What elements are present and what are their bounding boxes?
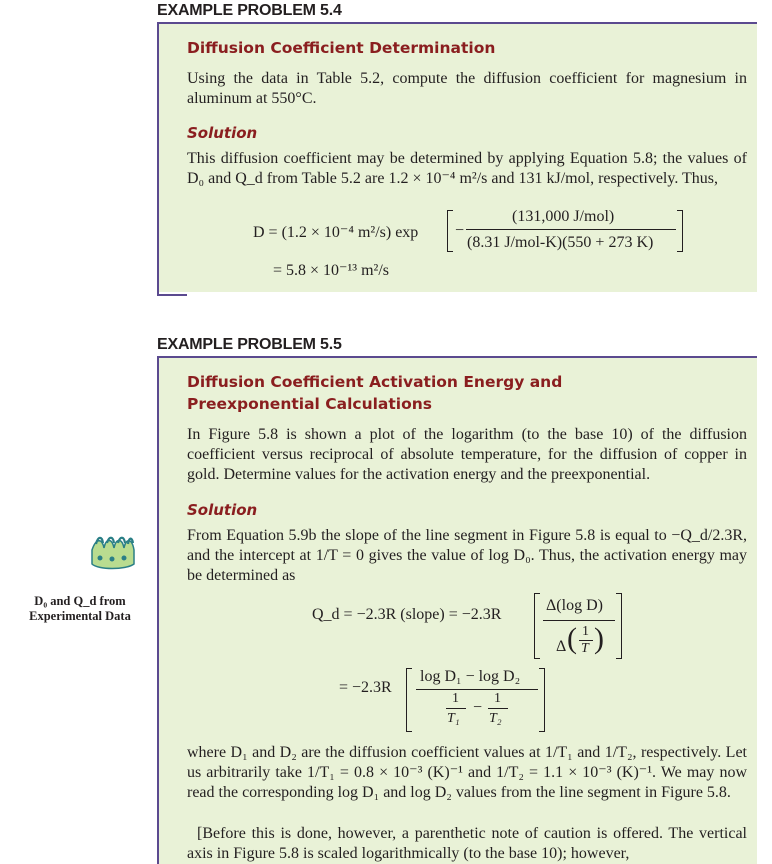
margin-note [14, 594, 146, 624]
denominator-one-b: 1 [494, 691, 501, 706]
denominator-t1: T₁ [447, 711, 460, 726]
denominator-delta: Δ [556, 638, 567, 655]
denominator-one: 1 [582, 624, 589, 639]
solution-label: Solution [187, 501, 258, 519]
denominator-t: T [581, 641, 589, 656]
example-5-5-problem: In Figure 5.8 is shown a plot of the logarithm (to the base 10) of the diffusion coefficient versus reciprocal of absolute temperature, for the diffusion of copper in gold. Determine values for the activation energy and the preexponential. [187, 426, 747, 483]
example-5-5-title [187, 371, 562, 415]
right-bracket [539, 668, 545, 732]
fraction-bar [466, 229, 676, 230]
equation-denominator: (8.31 J/mol-K)(550 + 273 K) [467, 234, 654, 251]
equation-numerator: log D₁ − log D₂ [420, 668, 521, 685]
denominator-minus: − [473, 699, 483, 716]
equation-lhs: D = (1.2 × 10⁻⁴ m²/s) exp [253, 224, 419, 241]
box-left-rule [157, 22, 159, 296]
margin-note-line-2: Experimental Data [29, 609, 131, 623]
equation-lhs: Q_d = −2.3R (slope) = −2.3R [312, 606, 502, 623]
equation-lhs: = −2.3R [339, 679, 392, 696]
left-bracket [406, 668, 412, 732]
fraction-bar [416, 689, 538, 690]
right-bracket [616, 593, 622, 659]
example-5-4-problem: Using the data in Table 5.2, compute the diffusion coefficient for magnesium in aluminum at 550°C. [187, 70, 747, 107]
denominator-t2: T₂ [489, 711, 502, 726]
fraction-bar [488, 708, 508, 709]
equation-minus: − [455, 222, 465, 239]
denominator-close-paren: ) [594, 622, 604, 655]
equation-numerator: (131,000 J/mol) [512, 208, 615, 225]
left-bracket [534, 593, 540, 659]
box-left-rule [157, 356, 159, 864]
equation-result: = 5.8 × 10⁻¹³ m²/s [273, 262, 389, 279]
example-5-5-caution-text: [Before this is done, however, a parenthetic note of caution is offered. The vertical axis in Figure 5.8 is scaled logarithmically (to the base 10); however, [187, 825, 747, 862]
fraction-bar [543, 620, 615, 621]
margin-note-line-1: D₀ and Q_d from [34, 594, 126, 608]
title-line-2: Preexponential Calculations [187, 395, 433, 413]
denominator-one-a: 1 [452, 691, 459, 706]
denominator-open-paren: ( [567, 622, 577, 655]
example-5-5-after-text: where D₁ and D₂ are the diffusion coefficient values at 1/T₁ and 1/T₂, respectively. Let us arbitrarily take 1/T₁ = 0.8 × 10⁻³ (K)⁻¹ and 1/T₂ = 1.1 × 10⁻³ (K)⁻¹. We may now read the corresponding log D₁ and log D₂ values from the line segment in Figure 5.8. [187, 744, 747, 801]
example-5-4-title: Diffusion Coefficient Determination [187, 39, 496, 57]
right-bracket [677, 210, 683, 252]
example-5-5-solution-text: From Equation 5.9b the slope of the line segment in Figure 5.8 is equal to −Q_d/2.3R, and the intercept at 1/T = 0 gives the value of log D₀. Thus, the activation energy may be determined as [187, 527, 747, 584]
solution-label: Solution [187, 124, 258, 142]
example-5-5-heading: EXAMPLE PROBLEM 5.5 [157, 336, 342, 353]
fraction-bar [446, 708, 466, 709]
example-5-4-solution-text: This diffusion coefficient may be determined by applying Equation 5.8; the values of D₀ and Q_d from Table 5.2 are 1.2 × 10⁻⁴ m²/s and 131 kJ/mol, respectively. Thus, [187, 150, 747, 187]
vmse-crystal-icon[interactable] [86, 530, 138, 572]
title-line-1: Diffusion Coefficient Activation Energy and [187, 373, 563, 391]
left-bracket [447, 210, 453, 252]
equation-numerator: Δ(log D) [546, 597, 603, 614]
box-foot-rule [157, 294, 187, 296]
example-5-4-heading: EXAMPLE PROBLEM 5.4 [157, 2, 342, 19]
